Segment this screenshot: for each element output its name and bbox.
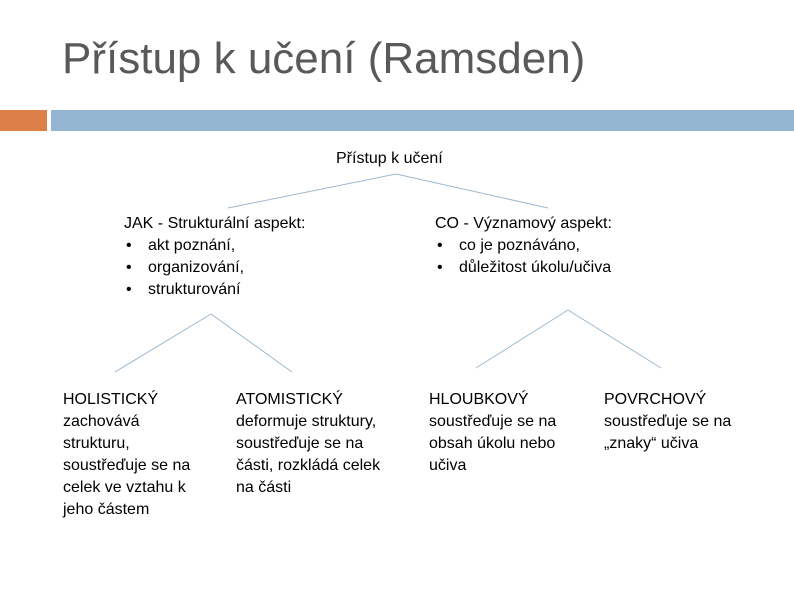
connector-co-surface <box>568 310 661 368</box>
aspect-structural <box>124 213 305 301</box>
aspect-bullet-list <box>435 235 612 279</box>
aspect-semantic <box>435 213 612 279</box>
leaf-name: ATOMISTICKÝ <box>236 391 343 408</box>
leaf-holistic <box>63 389 195 521</box>
leaf-description: deformuje struktury, soustřeďuje se na části, rozkládá celek na části <box>236 413 381 496</box>
leaf-surface <box>604 389 764 455</box>
connector-root-left <box>228 174 396 208</box>
connector-jak-holistic <box>115 314 211 372</box>
aspect-bullet-list <box>124 235 305 301</box>
leaf-description: zachovává strukturu, soustřeďuje se na celek ve vztahu k jeho částem <box>63 413 191 518</box>
aspect-bullet: • akt poznání, <box>124 235 305 257</box>
aspect-heading: CO - Významový aspekt: <box>435 215 612 232</box>
root-node: Přístup k učení <box>336 150 443 167</box>
leaf-name: HLOUBKOVÝ <box>429 391 529 408</box>
leaf-name: HOLISTICKÝ <box>63 391 159 408</box>
aspect-bullet: • organizování, <box>124 257 305 279</box>
leaf-description: soustřeďuje se na „znaky“ učiva <box>604 413 732 452</box>
aspect-heading: JAK - Strukturální aspekt: <box>124 215 306 232</box>
aspect-bullet: • strukturování <box>124 279 305 301</box>
leaf-deep <box>429 389 559 477</box>
connector-jak-atomistic <box>211 314 292 372</box>
connector-root-right <box>396 174 548 208</box>
connector-co-deep <box>476 310 568 368</box>
slide-title: Přístup k učení (Ramsden) <box>62 34 586 83</box>
aspect-bullet: • důležitost úkolu/učiva <box>435 257 612 279</box>
leaf-name: POVRCHOVÝ <box>604 391 707 408</box>
aspect-bullet: • co je poznáváno, <box>435 235 612 257</box>
leaf-description: soustřeďuje se na obsah úkolu nebo učiva <box>429 413 557 474</box>
leaf-atomistic <box>236 389 386 499</box>
